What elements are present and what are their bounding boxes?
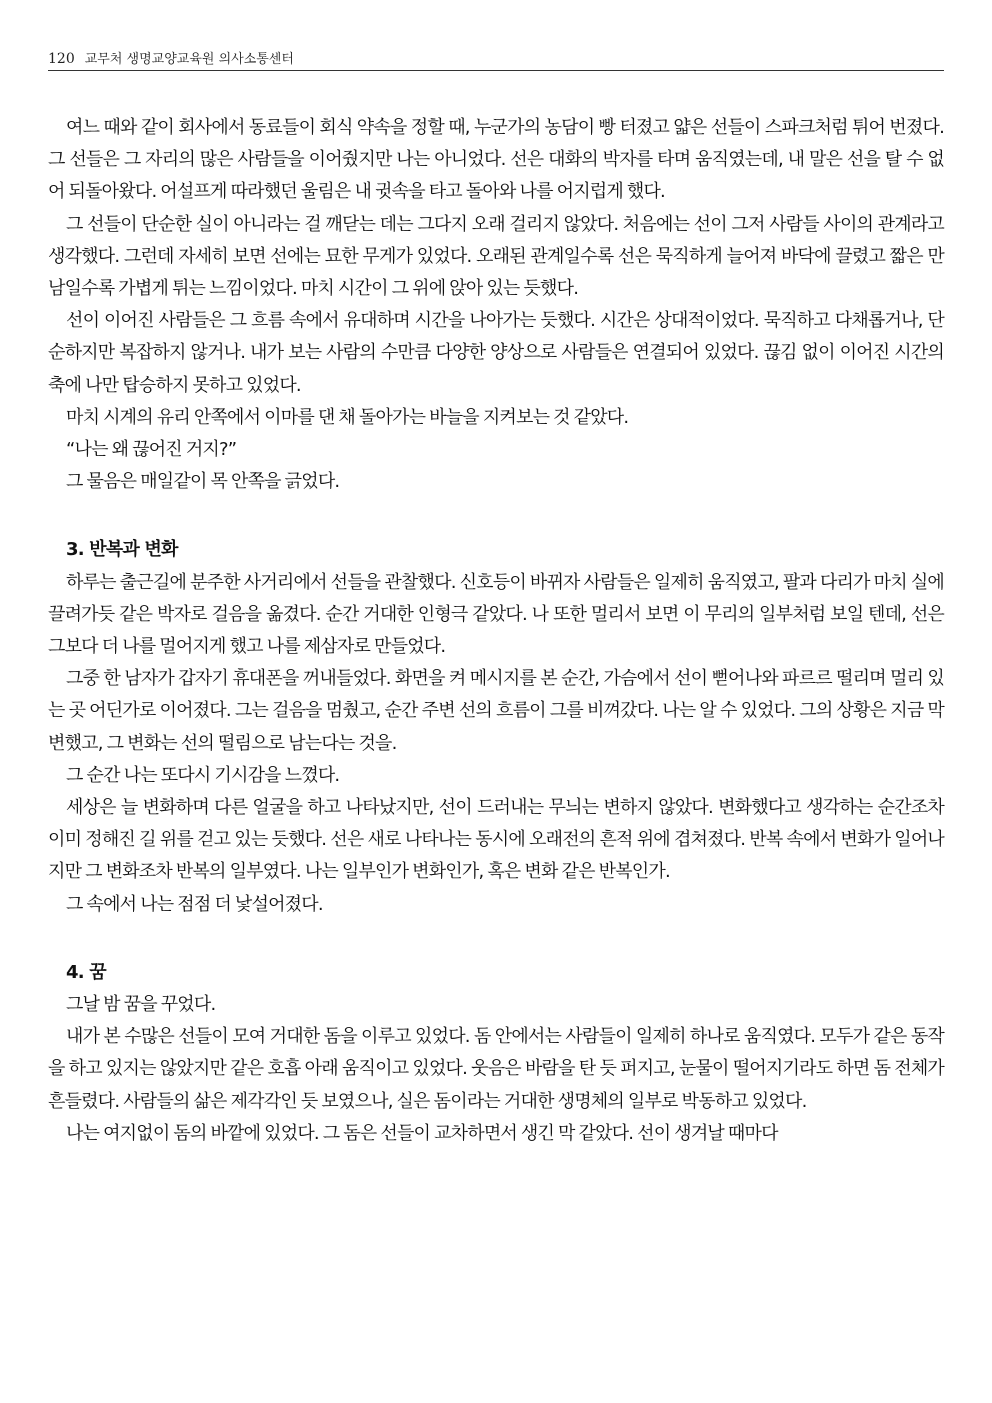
page-header: [48, 44, 944, 71]
paragraph: 나는 여지없이 돔의 바깥에 있었다. 그 돔은 선들이 교차하면서 생긴 막 같았다. 선이 생겨날 때마다: [66, 1122, 778, 1144]
page-number: 120: [48, 51, 75, 67]
paragraph: 선이 이어진 사람들은 그 흐름 속에서 유대하며 시간을 나아가는 듯했다. 시간은 상대적이었다. 묵직하고 다채롭거나, 단순하지만 복잡하지 않거나. 내가 보는 사람의 수만큼 다양한 양상으로 사람들은 연결되어 있었다. 끊김 없이 이어진 시간의 축에 나만 탑승하지 못하고 있었다.: [48, 310, 944, 396]
paragraph: 하루는 출근길에 분주한 사거리에서 선들을 관찰했다. 신호등이 바뀌자 사람들은 일제히 움직였고, 팔과 다리가 마치 실에 끌려가듯 같은 박자로 걸음을 옮겼다. 순간 거대한 인형극 같았다. 나 또한 멀리서 보면 이 무리의 일부처럼 보일 텐데, 선은 그보다 더 나를 멀어지게 했고 나를 제삼자로 만들었다.: [48, 571, 944, 658]
paragraph: 그 순간 나는 또다시 기시감을 느꼈다.: [66, 764, 340, 786]
paragraph: 세상은 늘 변화하며 다른 얼굴을 하고 나타났지만, 선이 드러내는 무늬는 변하지 않았다. 변화했다고 생각하는 순간조차 이미 정해진 길 위를 걷고 있는 듯했다. 선은 새로 나타나는 동시에 오래전의 흔적 위에 겹쳐졌다. 반복 속에서 변화가 일어나지만 그 변화조차 반복의 일부였다. 나는 일부인가 변화인가, 혹은 변화 같은 반복인가.: [48, 797, 944, 883]
paragraph: 그 물음은 매일같이 목 안쪽을 긁었다.: [66, 471, 340, 493]
paragraph: 여느 때와 같이 회사에서 동료들이 회식 약속을 정할 때, 누군가의 농담이 빵 터졌고 얇은 선들이 스파크처럼 튀어 번졌다. 그 선들은 그 자리의 많은 사람들을 이어줬지만 나는 아니었다. 선은 대화의 박자를 타며 움직였는데, 내 말은 선을 탈 수 없어 되돌아왔다. 어설프게 따라했던 울림은 내 귓속을 타고 돌아와 나를 어지럽게 했다.: [48, 117, 944, 203]
paragraph: 그 선들이 단순한 실이 아니라는 걸 깨닫는 데는 그다지 오래 걸리지 않았다. 처음에는 선이 그저 사람들 사이의 관계라고 생각했다. 그런데 자세히 보면 선에는 묘한 무게가 있었다. 오래된 관계일수록 선은 묵직하게 늘어져 바닥에 끌렸고 짧은 만남일수록 가볍게 튀는 느낌이었다. 마치 시간이 그 위에 앉아 있는 듯했다.: [48, 213, 944, 300]
section-heading-dream: 4. 꿈: [66, 961, 106, 983]
paragraph: 내가 본 수많은 선들이 모여 거대한 돔을 이루고 있었다. 돔 안에서는 사람들이 일제히 하나로 움직였다. 모두가 같은 동작을 하고 있지는 않았지만 같은 호흡 아래 움직이고 있었다. 웃음은 바람을 탄 듯 퍼지고, 눈물이 떨어지기라도 하면 돔 전체가 흔들렸다. 사람들의 삶은 제각각인 듯 보였으나, 실은 돔이라는 거대한 생명체의 일부로 박동하고 있었다.: [48, 1026, 944, 1112]
body-text: [48, 112, 944, 1150]
running-title: 교무처 생명교양교육원 의사소통센터: [84, 52, 294, 67]
paragraph: 그 속에서 나는 점점 더 낯설어졌다.: [66, 893, 323, 915]
paragraph: 마치 시계의 유리 안쪽에서 이마를 댄 채 돌아가는 바늘을 지켜보는 것 같았다.: [66, 406, 629, 428]
section-heading-repetition: 3. 반복과 변화: [66, 539, 178, 561]
quote-paragraph: “나는 왜 끊어진 거지?”: [66, 439, 237, 461]
paragraph: 그중 한 남자가 갑자기 휴대폰을 꺼내들었다. 화면을 켜 메시지를 본 순간, 가슴에서 선이 뻗어나와 파르르 떨리며 멀리 있는 곳 어딘가로 이어졌다. 그는 걸음을 멈췄고, 순간 주변 선의 흐름이 그를 비껴갔다. 나는 알 수 있었다. 그의 상황은 지금 막 변했고, 그 변화는 선의 떨림으로 남는다는 것을.: [48, 668, 944, 754]
paragraph: 그날 밤 꿈을 꾸었다.: [66, 994, 216, 1016]
